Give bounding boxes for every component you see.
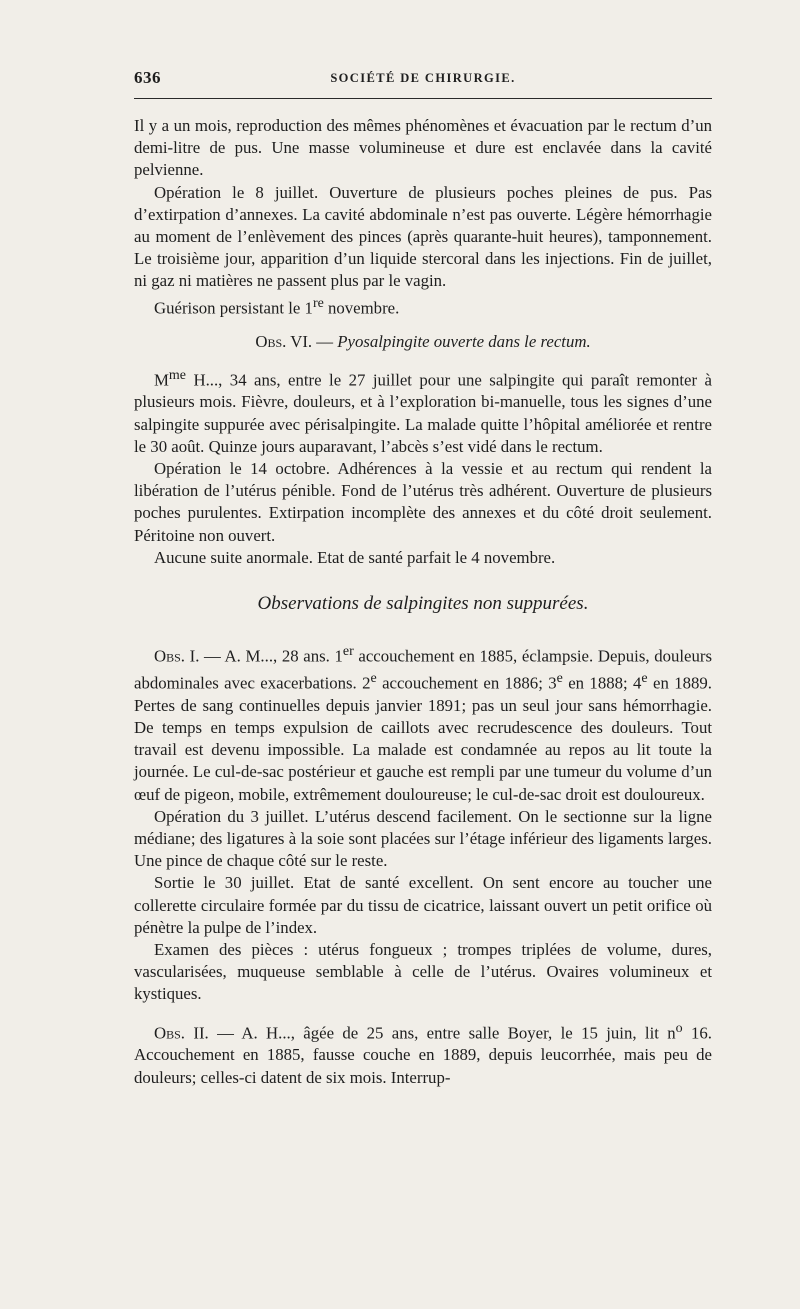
text-run: A. M..., 28 ans. 1 xyxy=(220,646,343,666)
observation-label: Obs. VI. — xyxy=(255,332,334,352)
superscript: re xyxy=(312,295,324,311)
section-title: Observations de salpingites non suppurées. xyxy=(257,593,589,615)
superscript: o xyxy=(675,1020,683,1036)
superscript: me xyxy=(168,367,187,383)
observation-title: Pyosalpingite ouverte dans le rectum. xyxy=(337,332,591,352)
paragraph: Opération du 3 juillet. L’utérus descend facilement. On le sectionne sur la ligne médiane; des ligatures à la soie sont placées sur l’étage inférieur des ligaments larges. Une pince de chaque côté sur le reste. xyxy=(134,806,712,871)
spacer xyxy=(134,1006,712,1018)
text-run: H..., 34 ans, entre le 27 juillet pour une salpingite qui paraît remonter à plusieurs mois. Fièvre, douleurs, et à l’exploration bi-manuelle, tous les signes d’une salpingite suppurée avec périsalpingite. La malade quitte l’hôpital améliorée et rentre le 30 août. Quinze jours auparavant, l’abcès s’est vidé dans le rectum. xyxy=(134,370,712,456)
text-run: accouchement en 1886; 3 xyxy=(376,673,557,693)
paragraph xyxy=(134,641,712,806)
text-run: Guérison persistant le 1 xyxy=(154,298,313,318)
text-run: en 1889. Pertes de sang continuelles depuis janvier 1891; pas un seul jour sans hémorrhagie. De temps en temps expulsion de caillots avec recrudescence des douleurs. Tout travail est devenu impossible. La malade est condamnée au repos au lit toute la journée. Le cul-de-sac postérieur et gauche est rempli par une tumeur du volume d’un œuf de pigeon, mobile, extrêmement douloureuse; le cul-de-sac droit est douloureux. xyxy=(134,673,712,804)
observation-heading xyxy=(134,331,712,353)
paragraph: Il y a un mois, reproduction des mêmes phénomènes et évacuation par le rectum d’un demi-litre de pus. Une masse volumineuse et dure est enclavée dans la cavité pelvienne. xyxy=(134,116,712,180)
page-header xyxy=(134,68,712,98)
text-run: 16. Accouchement en 1885, fausse couche en 1889, depuis leucorrhée, mais peu de douleurs; celles-ci datent de six mois. Interrup- xyxy=(134,1023,713,1087)
superscript: e xyxy=(556,671,563,687)
observation-label: Obs. I. — xyxy=(154,646,221,666)
page-number: 636 xyxy=(134,68,161,87)
paragraph: Sortie le 30 juillet. Etat de santé excellent. On sent encore au toucher une collerette circulaire formée par du tissu de cicatrice, laissant ouvert un petit orifice où pénètre la pulpe de l’index. xyxy=(134,873,712,937)
paragraph: Opération le 14 octobre. Adhérences à la vessie et au rectum qui rendent la libération de l’utérus pénible. Fond de l’utérus très adhérent. Ouverture de plusieurs poches purulentes. Extirpation incomplète des annexes et du côté droit seulement. Péritoine non ouvert. xyxy=(134,459,712,545)
paragraph: Examen des pièces : utérus fongueux ; trompes triplées de volume, dures, vascularisées, muqueuse semblable à celle de l’utérus. Ovaires volumineux et kystiques. xyxy=(134,940,712,1004)
header-rule xyxy=(134,98,712,99)
page-body xyxy=(134,115,712,1089)
paragraph: Opération le 8 juillet. Ouverture de plusieurs poches pleines de pus. Pas d’extirpation d’annexes. La cavité abdominale n’est pas ouverte. Légère hémorrhagie au moment de l’enlèvement des pinces (après quarante-huit heures), tamponnement. Le troisième jour, apparition d’un liquide stercoral dans les injections. Fin de juillet, ni gaz ni matières ne passent plus par le vagin. xyxy=(134,182,712,291)
paragraph xyxy=(134,1018,712,1089)
paragraph: Aucune suite anormale. Etat de santé parfait le 4 novembre. xyxy=(154,547,556,567)
superscript: er xyxy=(342,644,354,660)
paragraph xyxy=(134,365,712,458)
text-run: M xyxy=(154,370,169,390)
text-run: accouchement en 1885, éclampsie. Depuis, douleurs abdominales avec exacerbations. 2 xyxy=(134,646,712,693)
superscript: e xyxy=(370,671,377,687)
running-head: SOCIÉTÉ DE CHIRURGIE. xyxy=(330,71,516,85)
text-run: en 1888; 4 xyxy=(562,673,642,693)
observation-label: Obs. II. — xyxy=(154,1023,234,1043)
text-run: novembre. xyxy=(323,298,400,318)
superscript: e xyxy=(641,671,648,687)
text-run: A. H..., âgée de 25 ans, entre salle Boyer, le 15 juin, lit n xyxy=(233,1023,676,1043)
paragraph xyxy=(134,293,712,320)
